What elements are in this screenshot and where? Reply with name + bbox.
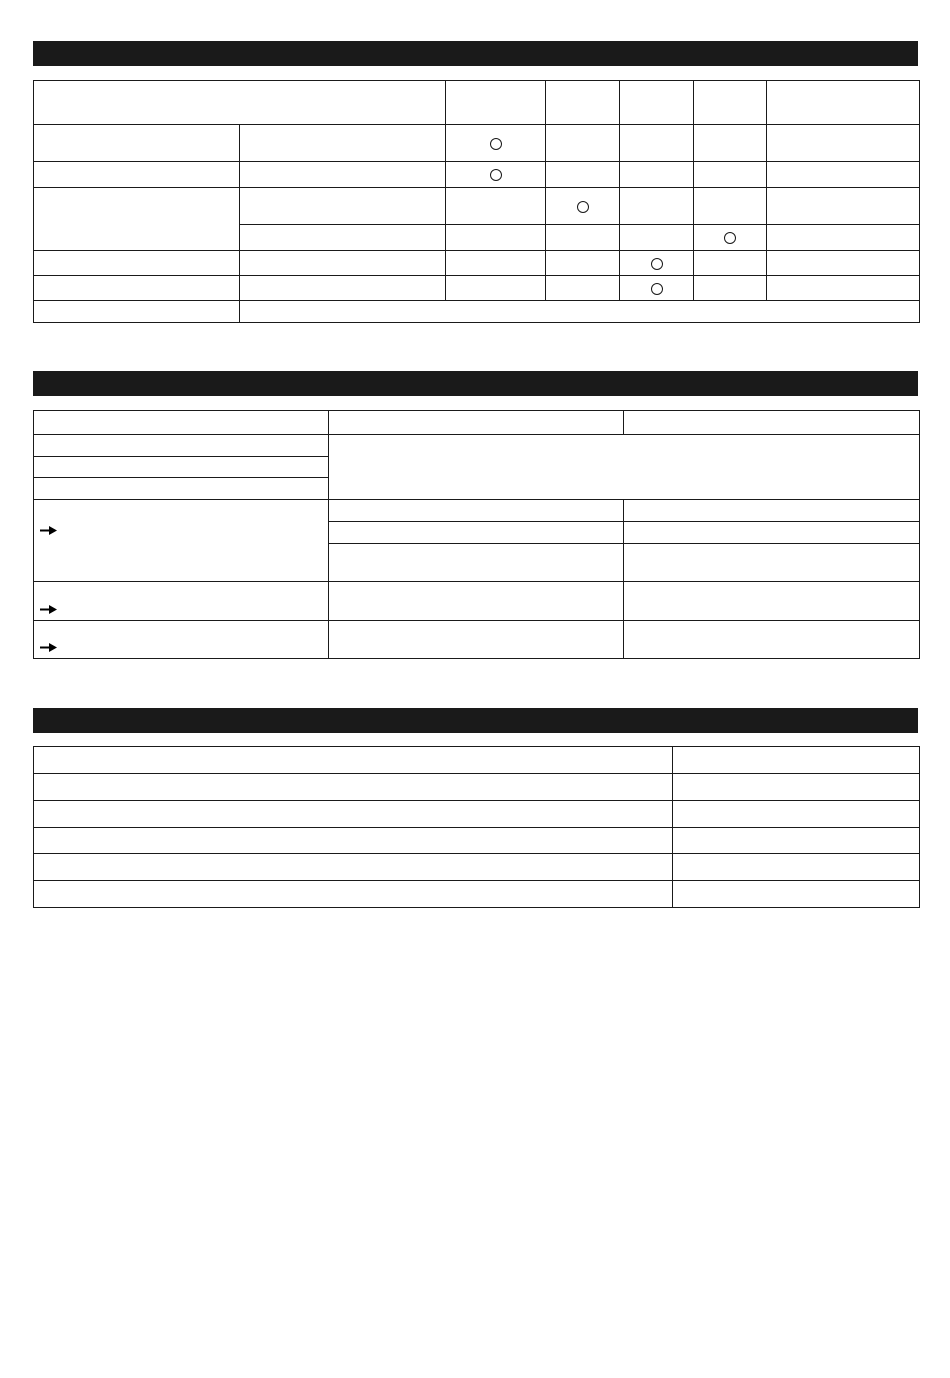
mark-cell	[620, 276, 694, 301]
circle-marker-icon	[724, 232, 736, 244]
right-arrow-icon	[40, 605, 57, 614]
circle-marker-icon	[490, 138, 502, 150]
table2-header-col-1	[34, 411, 329, 435]
section-3-header-bar	[33, 708, 918, 733]
spec-value	[673, 828, 920, 854]
empty-cell	[620, 162, 694, 188]
spec-value	[673, 801, 920, 828]
mark-cell	[446, 162, 546, 188]
mark-cell	[446, 125, 546, 162]
row-label	[34, 301, 240, 323]
row-label	[34, 435, 329, 457]
table-row	[34, 828, 920, 854]
empty-cell	[329, 621, 624, 659]
row-cell	[624, 500, 920, 522]
table-row	[34, 251, 920, 276]
empty-cell	[694, 276, 767, 301]
table1-header-row	[34, 81, 920, 125]
table2-header-col-3	[624, 411, 920, 435]
mode-compatibility-table	[33, 80, 920, 323]
row-cell	[329, 522, 624, 544]
empty-cell	[546, 276, 620, 301]
row-label	[34, 276, 240, 301]
table-row	[34, 188, 920, 225]
row-sublabel	[240, 225, 446, 251]
row-cell	[329, 500, 624, 522]
spec-item	[34, 854, 673, 881]
row-sublabel	[240, 251, 446, 276]
row-label	[34, 125, 240, 162]
empty-cell	[694, 188, 767, 225]
table-row	[34, 162, 920, 188]
empty-cell	[624, 621, 920, 659]
row-label	[34, 478, 329, 500]
spec-item	[34, 747, 673, 774]
table-row	[34, 435, 920, 457]
empty-cell	[767, 125, 920, 162]
arrow-row-label	[34, 500, 329, 582]
empty-cell	[767, 225, 920, 251]
section-2-header-bar	[33, 371, 918, 396]
table-row	[34, 747, 920, 774]
empty-cell	[767, 188, 920, 225]
table1-header-col-1	[446, 81, 546, 125]
table-row	[34, 276, 920, 301]
circle-marker-icon	[651, 258, 663, 270]
empty-cell	[694, 162, 767, 188]
mark-cell	[620, 251, 694, 276]
section-1-header-bar	[33, 41, 918, 66]
table-row	[34, 301, 920, 323]
empty-cell	[694, 251, 767, 276]
empty-cell	[620, 188, 694, 225]
table-row	[34, 125, 920, 162]
table1-header-col-2	[546, 81, 620, 125]
spec-value	[673, 747, 920, 774]
row-label	[34, 251, 240, 276]
table1-header-col-3	[620, 81, 694, 125]
right-arrow-icon	[40, 643, 57, 652]
table-row	[34, 801, 920, 828]
empty-cell	[767, 162, 920, 188]
spec-value	[673, 854, 920, 881]
row-label	[34, 188, 240, 251]
table1-header-col-4	[694, 81, 767, 125]
table1-header-label	[34, 81, 446, 125]
empty-cell	[620, 225, 694, 251]
row-sublabel	[240, 162, 446, 188]
row-sublabel	[240, 125, 446, 162]
spec-item	[34, 801, 673, 828]
mark-cell	[694, 225, 767, 251]
merged-description-cell	[329, 435, 920, 500]
spec-value	[673, 774, 920, 801]
empty-cell	[446, 225, 546, 251]
row-label	[34, 162, 240, 188]
empty-cell	[446, 188, 546, 225]
spec-item	[34, 881, 673, 908]
row-note	[240, 301, 920, 323]
right-arrow-icon	[40, 526, 57, 535]
row-cell	[624, 544, 920, 582]
row-cell	[329, 544, 624, 582]
row-cell	[624, 522, 920, 544]
empty-cell	[620, 125, 694, 162]
empty-cell	[546, 225, 620, 251]
arrow-row-label	[34, 582, 329, 621]
empty-cell	[546, 162, 620, 188]
table-row	[34, 621, 920, 659]
table2-header-row	[34, 411, 920, 435]
row-label	[34, 457, 329, 478]
empty-cell	[624, 582, 920, 621]
table-row	[34, 774, 920, 801]
empty-cell	[546, 251, 620, 276]
empty-cell	[546, 125, 620, 162]
table1-header-col-5	[767, 81, 920, 125]
row-sublabel	[240, 276, 446, 301]
empty-cell	[329, 582, 624, 621]
circle-marker-icon	[490, 169, 502, 181]
empty-cell	[767, 251, 920, 276]
settings-table	[33, 410, 920, 659]
spec-item	[34, 774, 673, 801]
circle-marker-icon	[577, 201, 589, 213]
table-row	[34, 582, 920, 621]
table-row	[34, 500, 920, 522]
empty-cell	[767, 276, 920, 301]
specifications-table	[33, 746, 920, 908]
row-sublabel	[240, 188, 446, 225]
circle-marker-icon	[651, 283, 663, 295]
empty-cell	[694, 125, 767, 162]
spec-item	[34, 828, 673, 854]
arrow-row-label	[34, 621, 329, 659]
table-row	[34, 881, 920, 908]
table-row	[34, 854, 920, 881]
spec-value	[673, 881, 920, 908]
empty-cell	[446, 276, 546, 301]
empty-cell	[446, 251, 546, 276]
table2-header-col-2	[329, 411, 624, 435]
mark-cell	[546, 188, 620, 225]
